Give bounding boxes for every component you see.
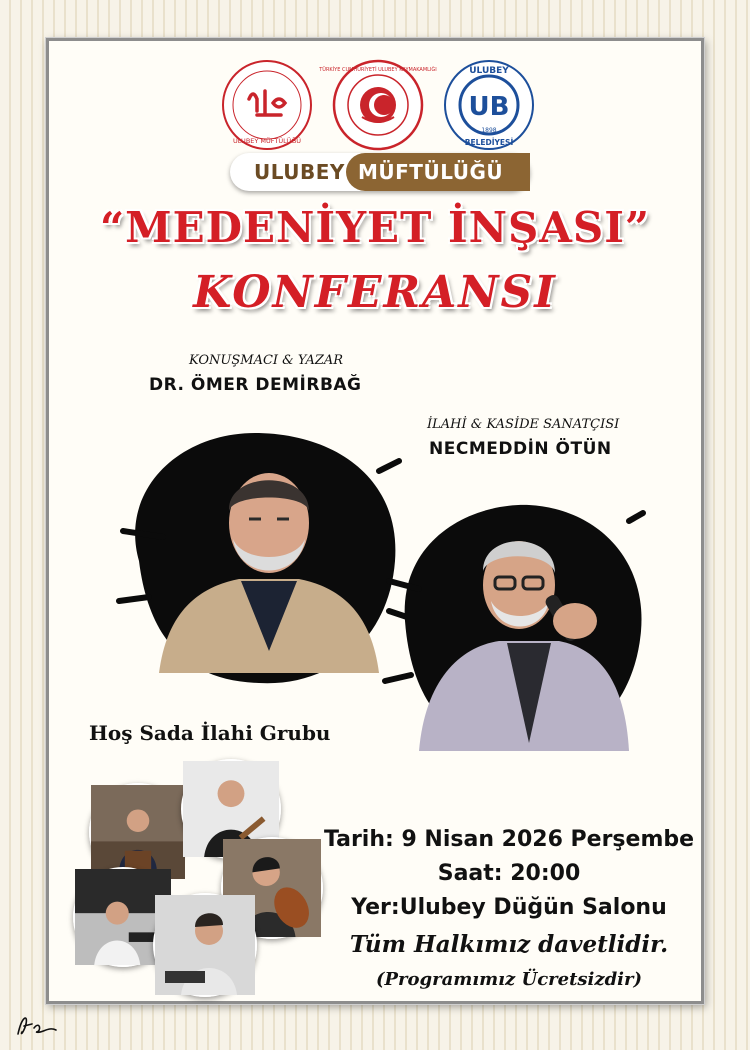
group-title: Hoş Sada İlahi Grubu (89, 721, 331, 745)
artist-name: NECMEDDİN ÖTÜN (429, 439, 612, 459)
event-invite: Tüm Halkımız davetlidir. (349, 931, 669, 958)
kaymakamlik-seal-logo (319, 59, 437, 151)
banner-right-text: MÜFTÜLÜĞÜ (346, 153, 530, 191)
event-date: Tarih: 9 Nisan 2026 Perşembe (323, 827, 695, 852)
speaker-role: KONUŞMACI & YAZAR (189, 353, 344, 368)
belediye-seal-bottom-text: BELEDİYESİ (464, 138, 514, 147)
group-member-photo (153, 893, 257, 997)
mufti-seal-logo (221, 59, 313, 151)
belediye-seal-year: 1898 (481, 127, 497, 134)
event-place: Yer:Ulubey Düğün Salonu (351, 895, 667, 920)
conference-title: “MEDENİYET İNŞASI” (99, 203, 651, 252)
poster (46, 38, 704, 1004)
speaker-photo (109, 411, 409, 691)
event-time: Saat: 20:00 (437, 861, 581, 886)
event-free-note: (Programımız Ücretsizdir) (375, 969, 643, 990)
artist-role: İLAHİ & KASİDE SANATÇISI (427, 417, 620, 432)
belediye-seal-letters: UB (468, 92, 510, 122)
speaker-name: DR. ÖMER DEMİRBAĞ (149, 375, 362, 395)
mufti-seal-text: ULUBEY MÜFTÜLÜĞÜ (233, 137, 301, 145)
conference-subtitle: KONFERANSI (193, 267, 557, 318)
mufti-banner (230, 153, 530, 191)
kaymakamlik-seal-text: TÜRKİYE CUMHURİYETİ ULUBEY KAYMAKAMLIĞI (319, 67, 437, 73)
belediye-seal-top-text: ULUBEY (469, 66, 509, 76)
group-member-photo (89, 783, 187, 881)
belediye-seal-logo (443, 59, 535, 151)
designer-signature-mark (12, 1010, 62, 1040)
artist-photo (379, 481, 649, 761)
banner-left-text: ULUBEY (254, 160, 345, 184)
